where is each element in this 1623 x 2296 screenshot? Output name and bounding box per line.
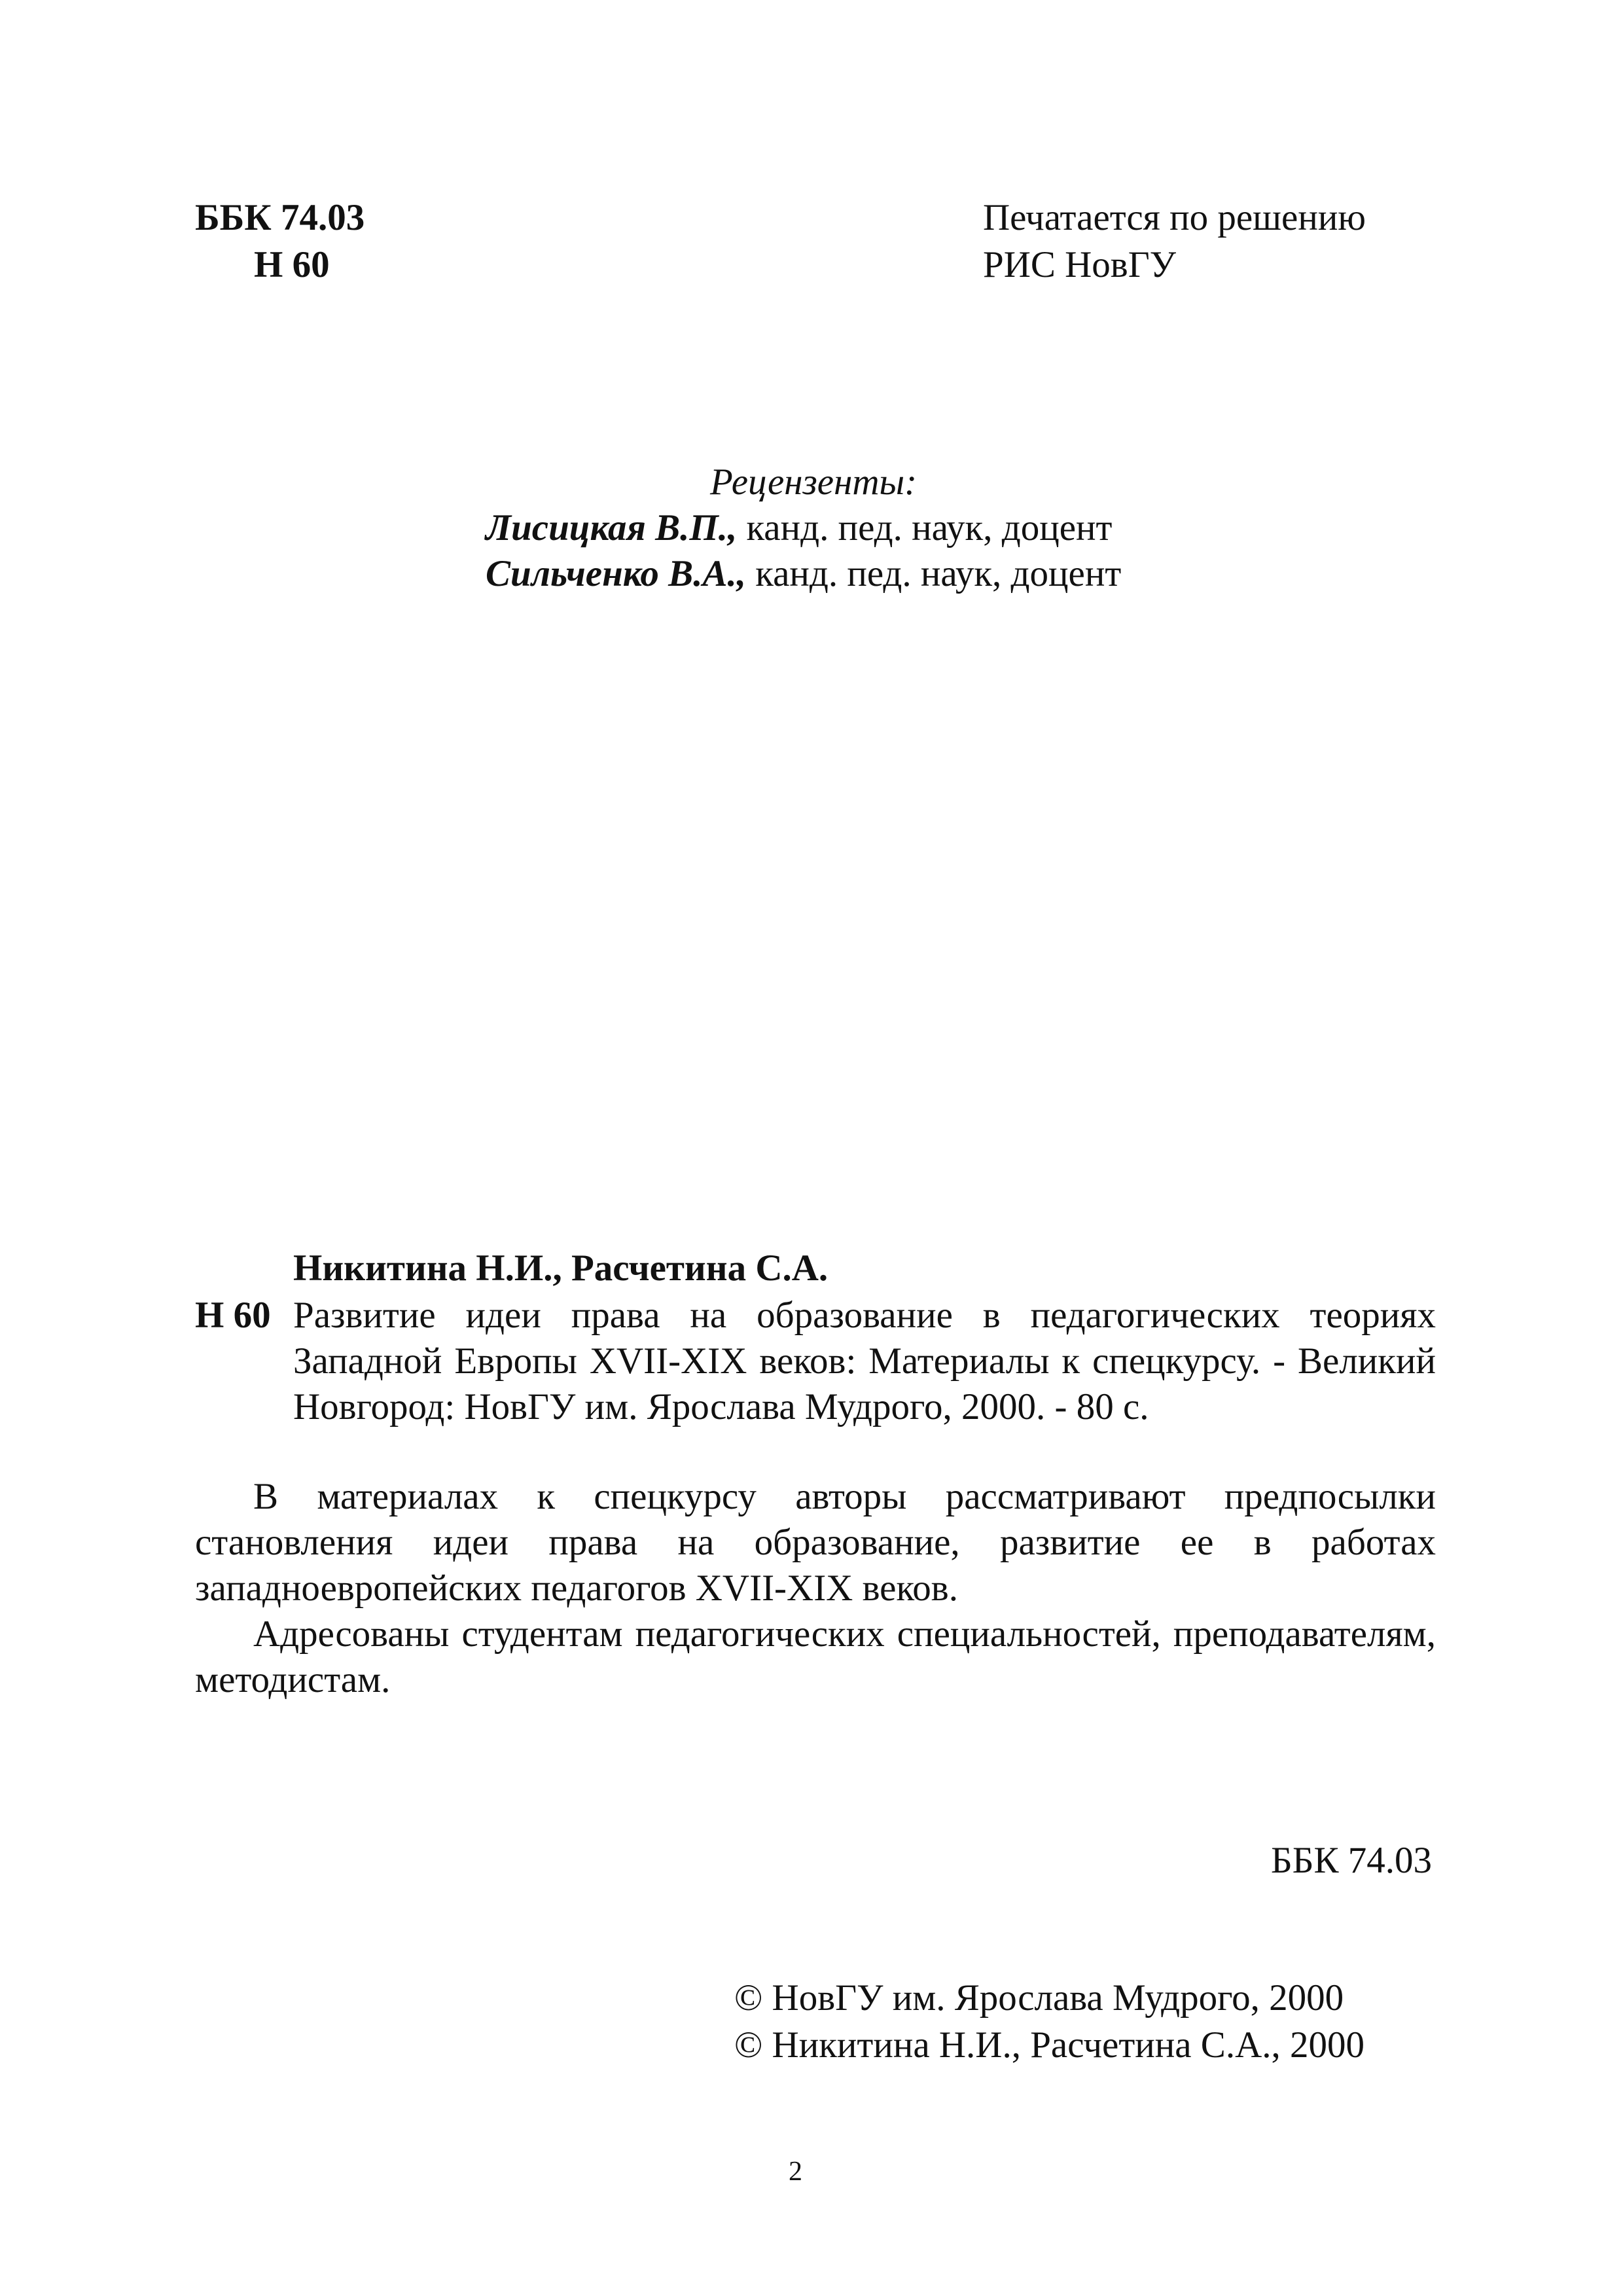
abstract-paragraph-1: В материалах к спецкурсу авторы рассматривают предпосылки становления идеи права на образование, развитие ее в работах западноевропейских педагогов XVII-XIX веков.	[195, 1476, 1436, 1609]
abstract	[195, 1474, 1436, 1703]
reviewer-2	[486, 551, 1121, 597]
entry-annotation: Развитие идеи права на образование в педагогических теориях Западной Европы XVII-XIX веков: Материалы к спецкурсу. - Великий Новгород: НовГУ им. Ярослава Мудрого, 2000. - 80 с.	[293, 1295, 1436, 1427]
reviewer-rank: канд. пед. наук, доцент	[745, 553, 1122, 594]
entry-code: Н 60	[195, 1295, 271, 1336]
copyright-line-2: © Никитина Н.И., Расчетина С.А., 2000	[734, 2024, 1364, 2066]
reviewer-name: Сильченко В.А.,	[486, 553, 746, 594]
page-number: 2	[789, 2157, 802, 2187]
author-code: Н 60	[254, 244, 330, 285]
abstract-paragraph-2: Адресованы студентам педагогических специальностей, преподавателям, методистам.	[195, 1613, 1436, 1700]
reviewers-title: Рецензенты:	[710, 461, 918, 503]
bbk-index: ББК 74.03	[195, 197, 365, 238]
reviewer-rank: канд. пед. наук, доцент	[737, 507, 1113, 548]
print-decision-line-2: РИС НовГУ	[983, 244, 1177, 285]
entry-authors: Никитина Н.И., Расчетина С.А.	[293, 1247, 829, 1289]
reviewer-1	[486, 505, 1112, 551]
bibliographic-entry	[195, 1293, 1436, 1430]
copyright-line-1: © НовГУ им. Ярослава Мудрого, 2000	[734, 1977, 1344, 2018]
reviewer-name: Лисицкая В.П.,	[486, 507, 738, 548]
bbk-index-bottom: ББК 74.03	[1271, 1840, 1432, 1881]
print-decision-line-1: Печатается по решению	[983, 197, 1366, 238]
